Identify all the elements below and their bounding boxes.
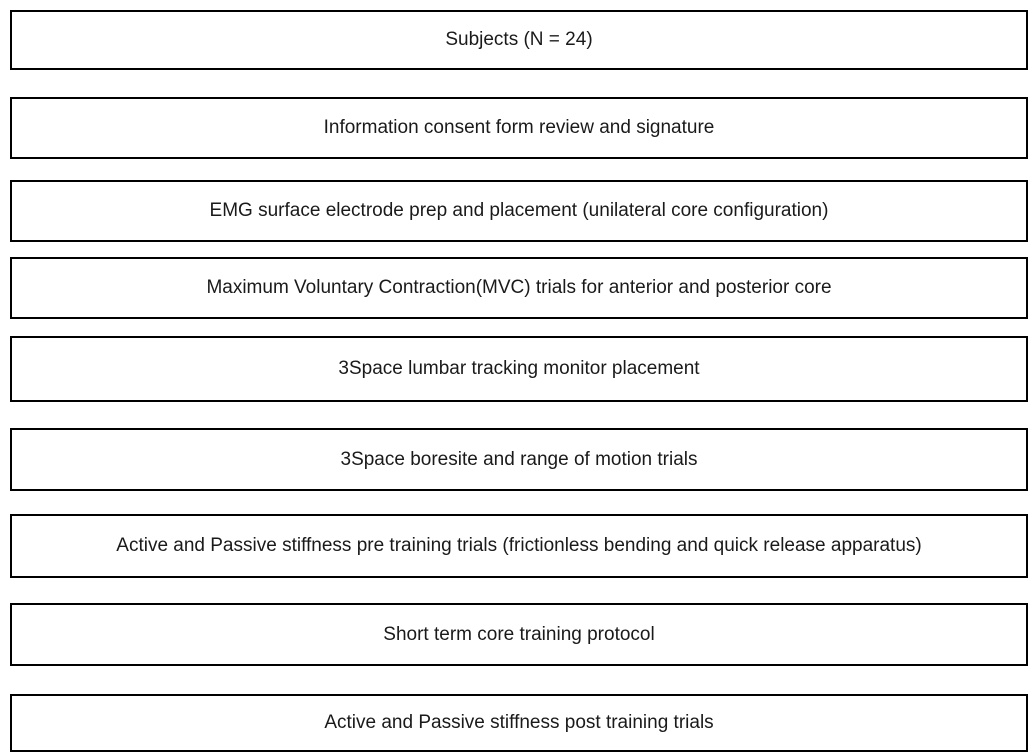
step-subjects bbox=[10, 10, 1028, 70]
step-label: Active and Passive stiffness pre training trials (frictionless bending and quick release apparatus) bbox=[116, 535, 922, 556]
step-label: Information consent form review and signature bbox=[323, 117, 715, 138]
step-emg-electrode-prep bbox=[10, 180, 1028, 242]
step-range-of-motion-trials bbox=[10, 428, 1028, 491]
step-mvc-trials bbox=[10, 257, 1028, 319]
step-label: 3Space boresite and range of motion trials bbox=[340, 448, 698, 470]
step-consent-form bbox=[10, 97, 1028, 159]
step-label: Subjects (N = 24) bbox=[445, 29, 593, 50]
step-label: Maximum Voluntary Contraction(MVC) trials for anterior and posterior core bbox=[206, 277, 832, 298]
step-label: Active and Passive stiffness post training trials bbox=[324, 712, 714, 733]
step-label: 3Space lumbar tracking monitor placement bbox=[338, 358, 700, 379]
step-stiffness-pre-training bbox=[10, 514, 1028, 578]
step-label: EMG surface electrode prep and placement (unilateral core configuration) bbox=[209, 200, 829, 221]
step-core-training-protocol bbox=[10, 603, 1028, 666]
step-stiffness-post-training bbox=[10, 694, 1028, 752]
step-tracking-monitor-placement bbox=[10, 336, 1028, 402]
step-label: Short term core training protocol bbox=[383, 623, 655, 645]
